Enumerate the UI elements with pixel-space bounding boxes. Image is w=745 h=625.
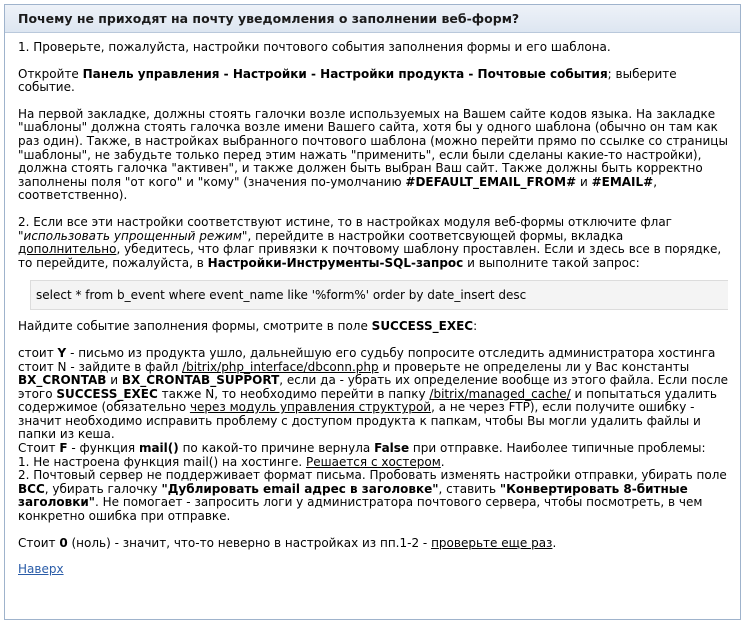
step-2: 2. Если все эти настройки соответствуют истине, то в настройках модуля веб-формы отключите флаг "использовать упрощенный режим", перейдите в настройки соответсвующей формы, вкладка дополнительно, убедитесь, что флаг привязки к почтовому шаблону проставлен. Если и здесь все в порядке, то перейдите, пожалуйста, в Настройки-Инструменты-SQL-запрос и выполните такой запрос: bbox=[18, 214, 722, 270]
step-1-path: Откройте Панель управления - Настройки - Настройки продукта - Почтовые события; выберите событие. bbox=[18, 66, 677, 95]
status-zero: Стоит 0 (ноль) - значит, что-то неверно в настройках из пп.1-2 - проверьте еще раз. bbox=[18, 535, 557, 550]
email-field: #EMAIL# bbox=[591, 174, 654, 189]
simple-mode-flag: "использовать упрощенный режим" bbox=[18, 228, 248, 243]
success-exec-field: SUCCESS_EXEC bbox=[371, 319, 474, 334]
back-to-top-link[interactable]: Наверх bbox=[18, 562, 64, 577]
status-n: стоит N - зайдите в файл /bitrix/php_interface/dbconn.php и проверьте не определены ли у Вас константы BX_CRONTAB и BX_CRONTAB_SUPPORT, если да - убрать их определение вообще из этого файла. Если после этого SUCCESS_EXEC также N, то необходимо перейти в папку /bitrix/managed_cache/ и попытаться удалить содержимое (обязательно через модуль управления структурой, а не через FTP), если получите ошибку - значит необходимо исправить проблему с доступом продукта к папкам, чтобы Вы могли удалить файлы и папки из кеша. bbox=[18, 359, 729, 442]
dbconn-file-link[interactable]: /bitrix/php_interface/dbconn.php bbox=[182, 359, 379, 374]
sql-path: Настройки-Инструменты-SQL-запрос bbox=[207, 255, 464, 270]
faq-content bbox=[5, 33, 740, 577]
status-f: Стоит F - функция mail() по какой-то причине вернула False при отправке. Наиболее типичные проблемы: bbox=[18, 441, 706, 456]
status-f-problem-2: 2. Почтовый сервер не поддерживает формат письма. Пробовать изменять настройки отправки, убирать поле BCC, убирать галочку "Дублировать email адрес в заголовке", ставить "Конвертировать 8-битные заголовки". Не помогает - запросить логи у администратора почтового сервера, чтобы посмотреть, в чем конкретно ошибка при отправке. bbox=[18, 468, 727, 524]
status-y: стоит Y - письмо из продукта ушло, дальнейшую его судьбу попросите отследить администратора хостинга bbox=[18, 345, 716, 360]
tab-additional-link[interactable]: дополнительно bbox=[18, 242, 117, 257]
step-1: 1. Проверьте, пожалуйста, настройки почтового события заполнения формы и его шаблона. bbox=[18, 40, 611, 54]
structure-module-link[interactable]: через модуль управления структурой bbox=[189, 400, 432, 415]
default-email-from: #DEFAULT_EMAIL_FROM# bbox=[405, 174, 577, 189]
faq-panel bbox=[4, 4, 741, 620]
managed-cache-link[interactable]: /bitrix/managed_cache/ bbox=[429, 386, 571, 401]
step-1-details: На первой закладке, должны стоять галочки возле используемых на Вашем сайте кодов языка. На закладке "шаблоны" должна стоять галочка возле имени Вашего сайта, хотя бы у одного шаблона (обычно он там как раз один). Также, в настройках выбранного почтового шаблона (можно перейти прямо по ссылке со страницы "шаблоны", не забудьте только перед этим нажать "применить", если были сделаны какие-то настройки), должна стоять галочка "активен", и также должен быть выбран Ваш сайт. Также должны быть корректно заполнены поля "от кого" и "кому" (значения по-умолчанию #DEFAULT_EMAIL_FROM# и #EMAIL#, соответственно). bbox=[18, 106, 728, 203]
check-again-link[interactable]: проверьте еще раз bbox=[431, 535, 553, 550]
step-3: Найдите событие заполнения формы, смотрите в поле SUCCESS_EXEC: bbox=[18, 319, 478, 334]
hoster-link[interactable]: Решается с хостером bbox=[305, 454, 441, 469]
sql-query-code: select * from b_event where event_name like '%form%' order by date_insert desc bbox=[30, 280, 728, 310]
settings-path: Панель управления - Настройки - Настройки продукта - Почтовые события bbox=[82, 66, 608, 81]
faq-title: Почему не приходят на почту уведомления о заполнении веб-форм? bbox=[5, 5, 740, 33]
status-f-problem-1: 1. Не настроена функция mail() на хостинге. Решается с хостером. bbox=[18, 454, 445, 469]
